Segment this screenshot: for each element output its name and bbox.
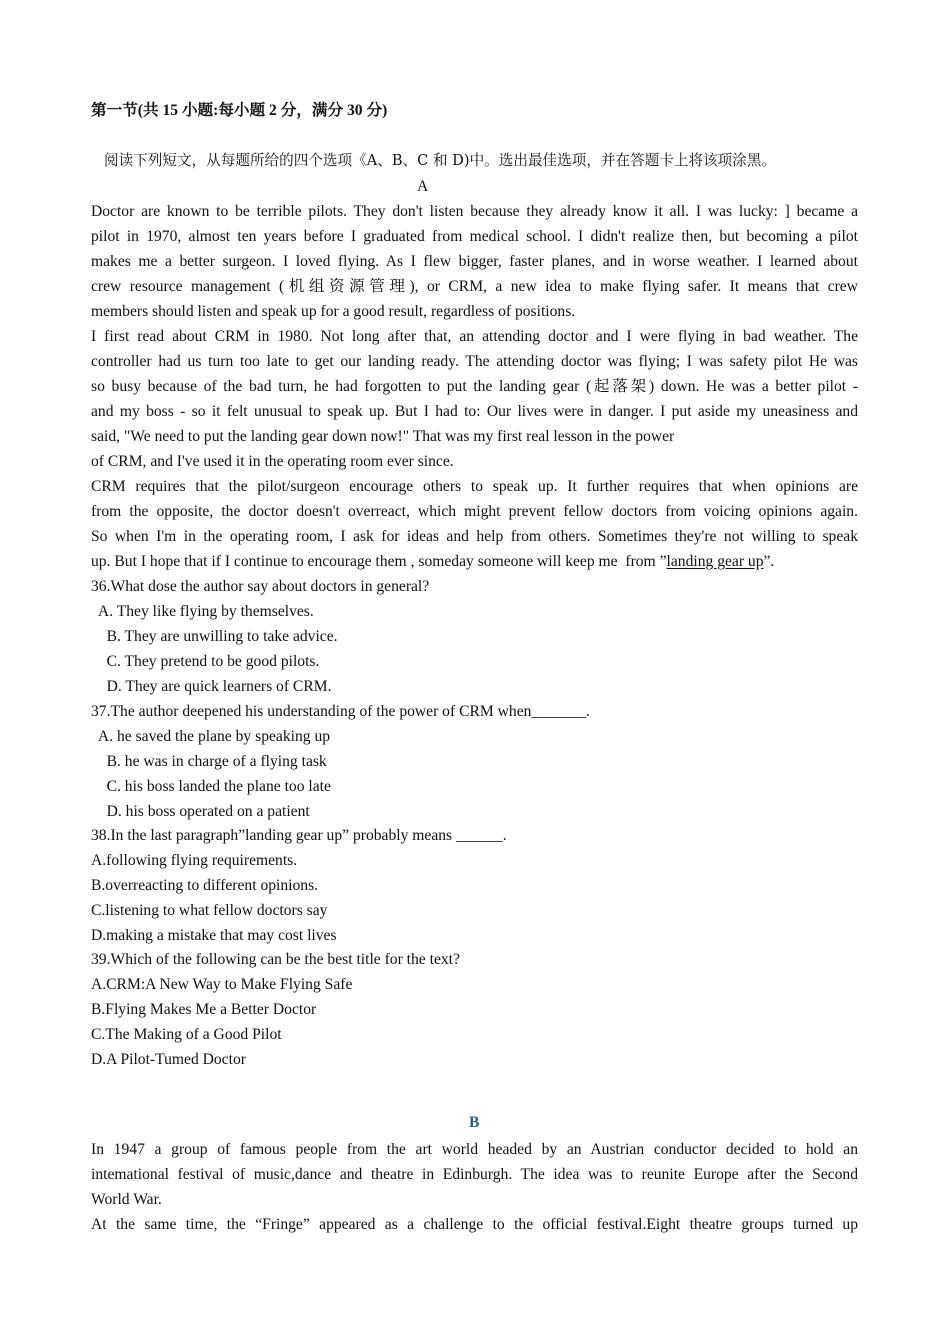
option-a: A.following flying requirements.: [91, 852, 298, 869]
passage-a-heading: A: [417, 178, 429, 195]
passage-a-line: so busy because of the bad turn, he had forgotten to put the landing gear (起落架) down. He was a better pilot -: [91, 378, 858, 395]
passage-a-last-line: [91, 552, 774, 572]
option-d: D.making a mistake that may cost lives: [91, 927, 337, 944]
passage-a-line: controller had us turn too late to get our landing ready. The attending doctor was flying; I was safety pilot He was: [91, 353, 858, 370]
passage-a-line: So when I'm in the operating room, I ask for ideas and help from others. Sometimes they're not willing to speak: [91, 528, 858, 545]
option-d: D.A Pilot-Tumed Doctor: [91, 1051, 246, 1068]
passage-a-line: I first read about CRM in 1980. Not long after that, an attending doctor and I were flying in bad weather. The: [91, 328, 858, 345]
passage-b-line: In 1947 a group of famous people from the art world headed by an Austrian conductor decided to hold an: [91, 1141, 858, 1158]
passage-a-line: from the opposite, the doctor doesn't overreact, which might prevent fellow doctors from voicing opinions again.: [91, 503, 858, 520]
passage-a-line: pilot in 1970, almost ten years before I graduated from medical school. I didn't realize then, but becoming a pilot: [91, 228, 858, 245]
question-stem: 36.What dose the author say about doctors in general?: [91, 578, 430, 595]
last-line-text: up. But I hope that if I continue to encourage them , someday someone will keep me from ”: [91, 553, 667, 570]
option-b: B. They are unwilling to take advice.: [91, 628, 338, 645]
option-a: A. They like flying by themselves.: [91, 603, 314, 620]
passage-a-line: said, "We need to put the landing gear down now!" That was my first real lesson in the power: [91, 428, 675, 445]
passage-a-line: Doctor are known to be terrible pilots. They don't listen because they already know it all. I was lucky: ] became a: [91, 203, 858, 220]
option-a: A.CRM:A New Way to Make Flying Safe: [91, 976, 353, 993]
passage-a-line: CRM requires that the pilot/surgeon encourage others to speak up. It further requires that when opinions are: [91, 478, 858, 495]
section-title: 第一节(共 15 小题:每小题 2 分，满分 30 分): [91, 102, 388, 119]
option-c: C. his boss landed the plane too late: [91, 778, 331, 795]
passage-b-line: intemational festival of music,dance and theatre in Edinburgh. The idea was to reunite Europe after the Second: [91, 1166, 858, 1183]
option-c: C.The Making of a Good Pilot: [91, 1026, 282, 1043]
option-c: C. They pretend to be good pilots.: [91, 653, 320, 670]
option-d: D. They are quick learners of CRM.: [91, 678, 332, 695]
option-b: B.Flying Makes Me a Better Doctor: [91, 1001, 317, 1018]
passage-b-line: World War.: [91, 1191, 162, 1208]
option-a: A. he saved the plane by speaking up: [91, 728, 331, 745]
instruction-text: 阅读下列短文，从每题所给的四个选项《A、B、C 和 D)中。选出最佳选项，并在答题卡上将该项涂黑。: [104, 152, 777, 169]
question-stem: 39.Which of the following can be the best title for the text?: [91, 951, 460, 968]
question-stem: 37.The author deepened his understanding of the power of CRM when_______.: [91, 703, 590, 720]
passage-a-line: members should listen and speak up for a good result, regardless of positions.: [91, 303, 576, 320]
passage-a-line: makes me a better surgeon. I loved flying. As I flew bigger, faster planes, and in worse weather. I learned about: [91, 253, 858, 270]
passage-b-line: At the same time, the “Fringe” appeared as a challenge to the official festival.Eight theatre groups turned up: [91, 1216, 858, 1233]
option-b: B.overreacting to different opinions.: [91, 877, 319, 894]
last-line-end: ”.: [763, 553, 775, 570]
option-b: B. he was in charge of a flying task: [91, 753, 327, 770]
question-stem: 38.In the last paragraph”landing gear up” probably means ______.: [91, 827, 507, 844]
underlined-phrase: landing gear up: [666, 553, 764, 570]
passage-a-line: of CRM, and I've used it in the operating room ever since.: [91, 453, 454, 470]
passage-b-heading: B: [469, 1114, 480, 1131]
passage-a-line: crew resource management (机组资源管理), or CRM, a new idea to make flying safer. It means that crew: [91, 278, 858, 295]
option-d: D. his boss operated on a patient: [91, 803, 310, 820]
option-c: C.listening to what fellow doctors say: [91, 902, 328, 919]
passage-a-line: and my boss - so it felt unusual to speak up. But I had to: Our lives were in danger. I put aside my uneasiness and: [91, 403, 858, 420]
